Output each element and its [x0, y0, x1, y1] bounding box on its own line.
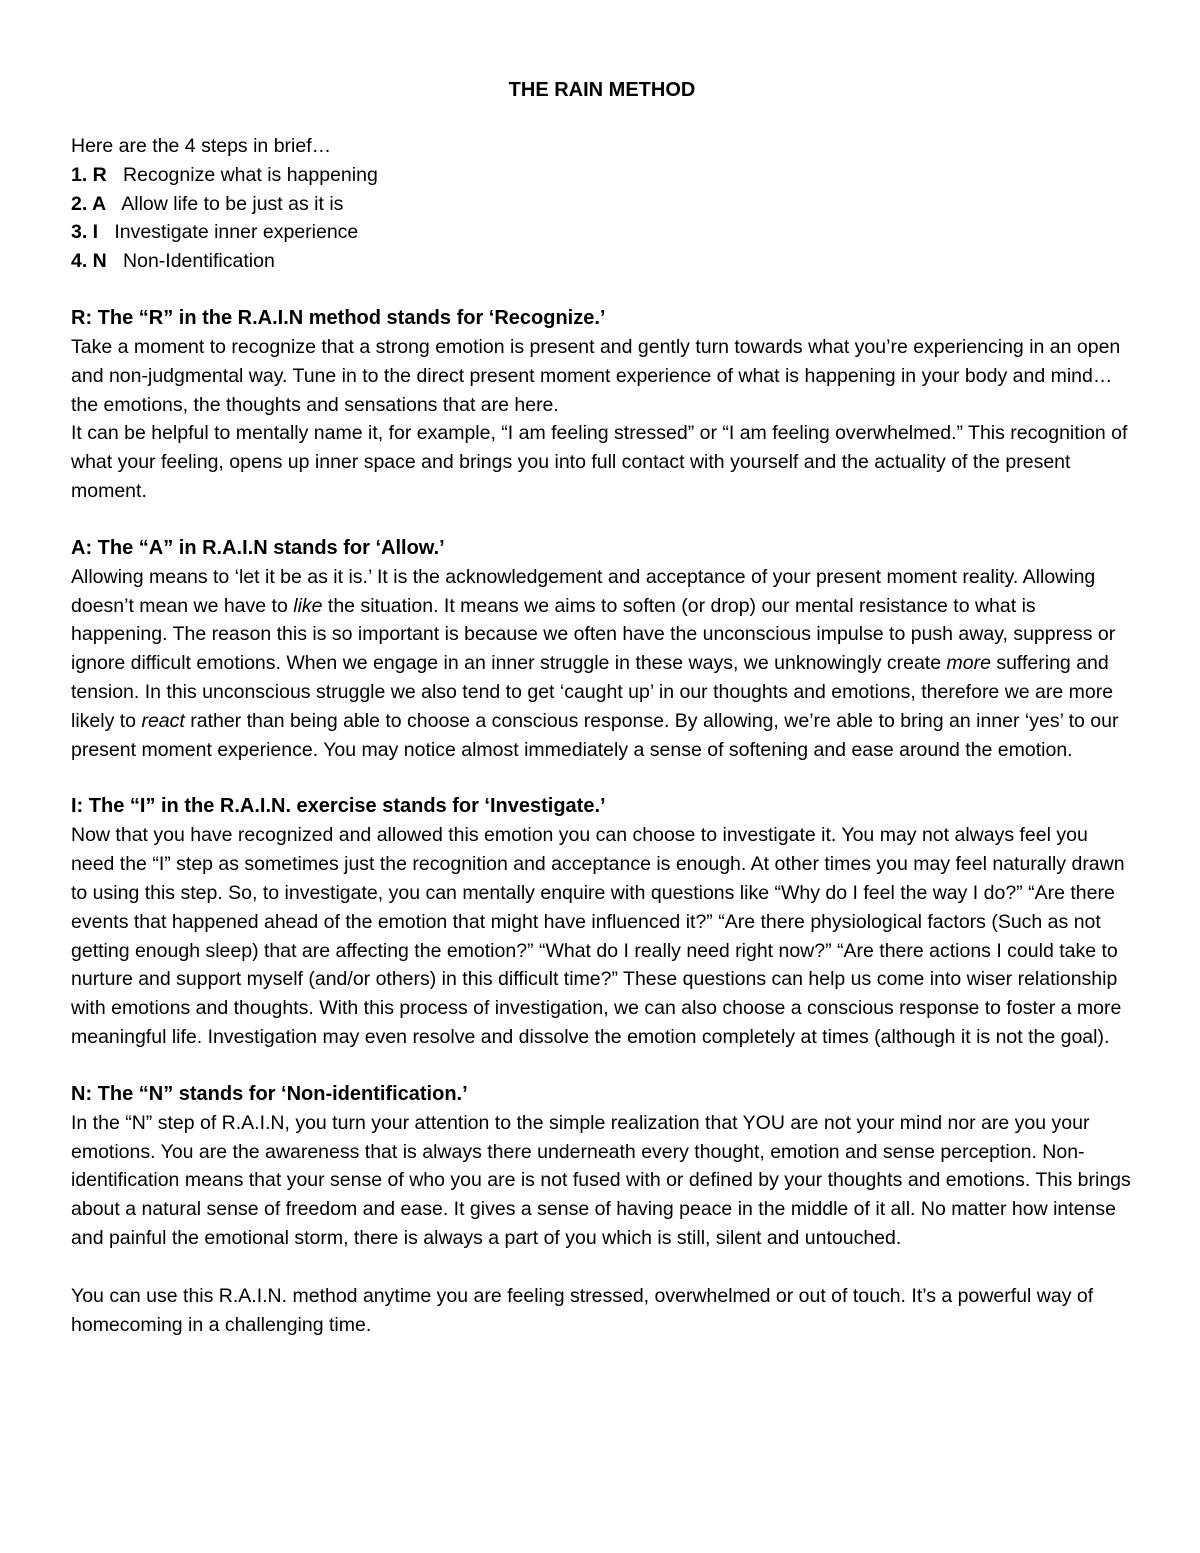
section-heading: I: The “I” in the R.A.I.N. exercise stands for ‘Investigate.’ — [71, 795, 606, 818]
section-heading: A: The “A” in R.A.I.N stands for ‘Allow.’ — [71, 536, 445, 559]
section-paragraph: Now that you have recognized and allowed this emotion you can choose to investigate it. You may not always feel you need the “I” step as sometimes just the recognition and acceptance is enough. At other times you may feel naturally drawn to using this step. So, to investigate, you can mentally enquire with questions like “Why do I feel the way I do?” “Are there events that happened ahead of the emotion that might have influenced it?” “Are there physiological factors (Such as not getting enough sleep) that are affecting the emotion?” “What do I really need right now?” “Are there actions I could take to nurture and support myself (and/or others) in this difficult time?” These questions can help us come into wiser relationship with emotions and thoughts. With this process of investigation, we can also choose a conscious response to foster a more meaningful life. Investigation may even resolve and dissolve the emotion completely at times (although it is not the goal). — [71, 824, 1125, 1048]
step-number: 1. R — [71, 163, 107, 186]
section-paragraph: It can be helpful to mentally name it, for example, “I am feeling stressed” or “I am feeling overwhelmed.” This recognition of what your feeling, opens up inner space and brings you into full contact with yourself and the actuality of the present moment. — [71, 422, 1128, 502]
section-heading: N: The “N” stands for ‘Non-identification.’ — [71, 1082, 468, 1105]
emphasis-text: react — [141, 709, 185, 732]
steps-list — [71, 161, 1133, 276]
emphasis-text: more — [946, 652, 991, 675]
step-number: 4. N — [71, 250, 107, 273]
step-item-n — [71, 247, 1133, 276]
section-paragraph: Take a moment to recognize that a strong emotion is present and gently turn towards what you’re experiencing in an open and non-judgmental way. Tune in to the direct present moment experience of what is happening in your body and mind… the emotions, the thoughts and sensations that are here. — [71, 335, 1121, 416]
step-number: 3. I — [71, 221, 99, 244]
section-paragraph: In the “N” step of R.A.I.N, you turn your attention to the simple realization that YOU are not your mind nor are you your emotions. You are the awareness that is always there underneath every thought, emotion and sense perception. Non-identification means that your sense of who you are is not fused with or defined by your thoughts and emotions. This brings about a natural sense of freedom and ease. It gives a sense of having peace in the middle of it all. No matter how intense and painful the emotional storm, there is always a part of you which is still, silent and untouched. — [71, 1111, 1131, 1249]
text-run: the situation. It means we aims to soften (or drop) our mental resistance to what is happening. The reason this is so important is because we often have the unconscious impulse to push away, suppress or ignore difficult emotions. When we engage in an inner struggle in these ways, we unknowingly create — [71, 594, 1116, 675]
step-number: 2. A — [71, 192, 107, 215]
step-text: Non-Identification — [123, 250, 275, 273]
section-heading: R: The “R” in the R.A.I.N method stands for ‘Recognize.’ — [71, 306, 606, 329]
text-run: Allowing means to ‘let it be as it is.’ It is the acknowledgement and acceptance of your present moment reality. Allowing doesn’t mean we have to — [71, 565, 1096, 617]
step-text: Allow life to be just as it is — [121, 192, 344, 215]
section-non-identification — [71, 1080, 1133, 1253]
document-title: THE RAIN METHOD — [508, 79, 696, 101]
section-paragraph — [71, 563, 1133, 765]
step-item-a — [71, 190, 1133, 219]
step-item-r — [71, 161, 1133, 190]
section-recognize — [71, 304, 1133, 506]
closing-paragraph: You can use this R.A.I.N. method anytime you are feeling stressed, overwhelmed or out of touch. It’s a powerful way of homecoming in a challenging time. — [71, 1284, 1094, 1336]
step-text: Recognize what is happening — [123, 163, 378, 186]
intro-text: Here are the 4 steps in brief… — [71, 135, 332, 157]
step-item-i — [71, 218, 1133, 247]
emphasis-text: like — [293, 594, 323, 617]
text-run: rather than being able to choose a conscious response. By allowing, we’re able to bring an inner ‘yes’ to our present moment experience. You may notice almost immediately a sense of softening and ease around the emotion. — [71, 709, 1119, 761]
section-investigate — [71, 792, 1133, 1051]
document-page — [71, 76, 1133, 1339]
step-text: Investigate inner experience — [114, 221, 359, 244]
text-run: suffering and tension. In this unconscious struggle we also tend to get ‘caught up’ in our thoughts and emotions, therefore we are more likely to — [71, 652, 1114, 732]
section-allow — [71, 534, 1133, 765]
